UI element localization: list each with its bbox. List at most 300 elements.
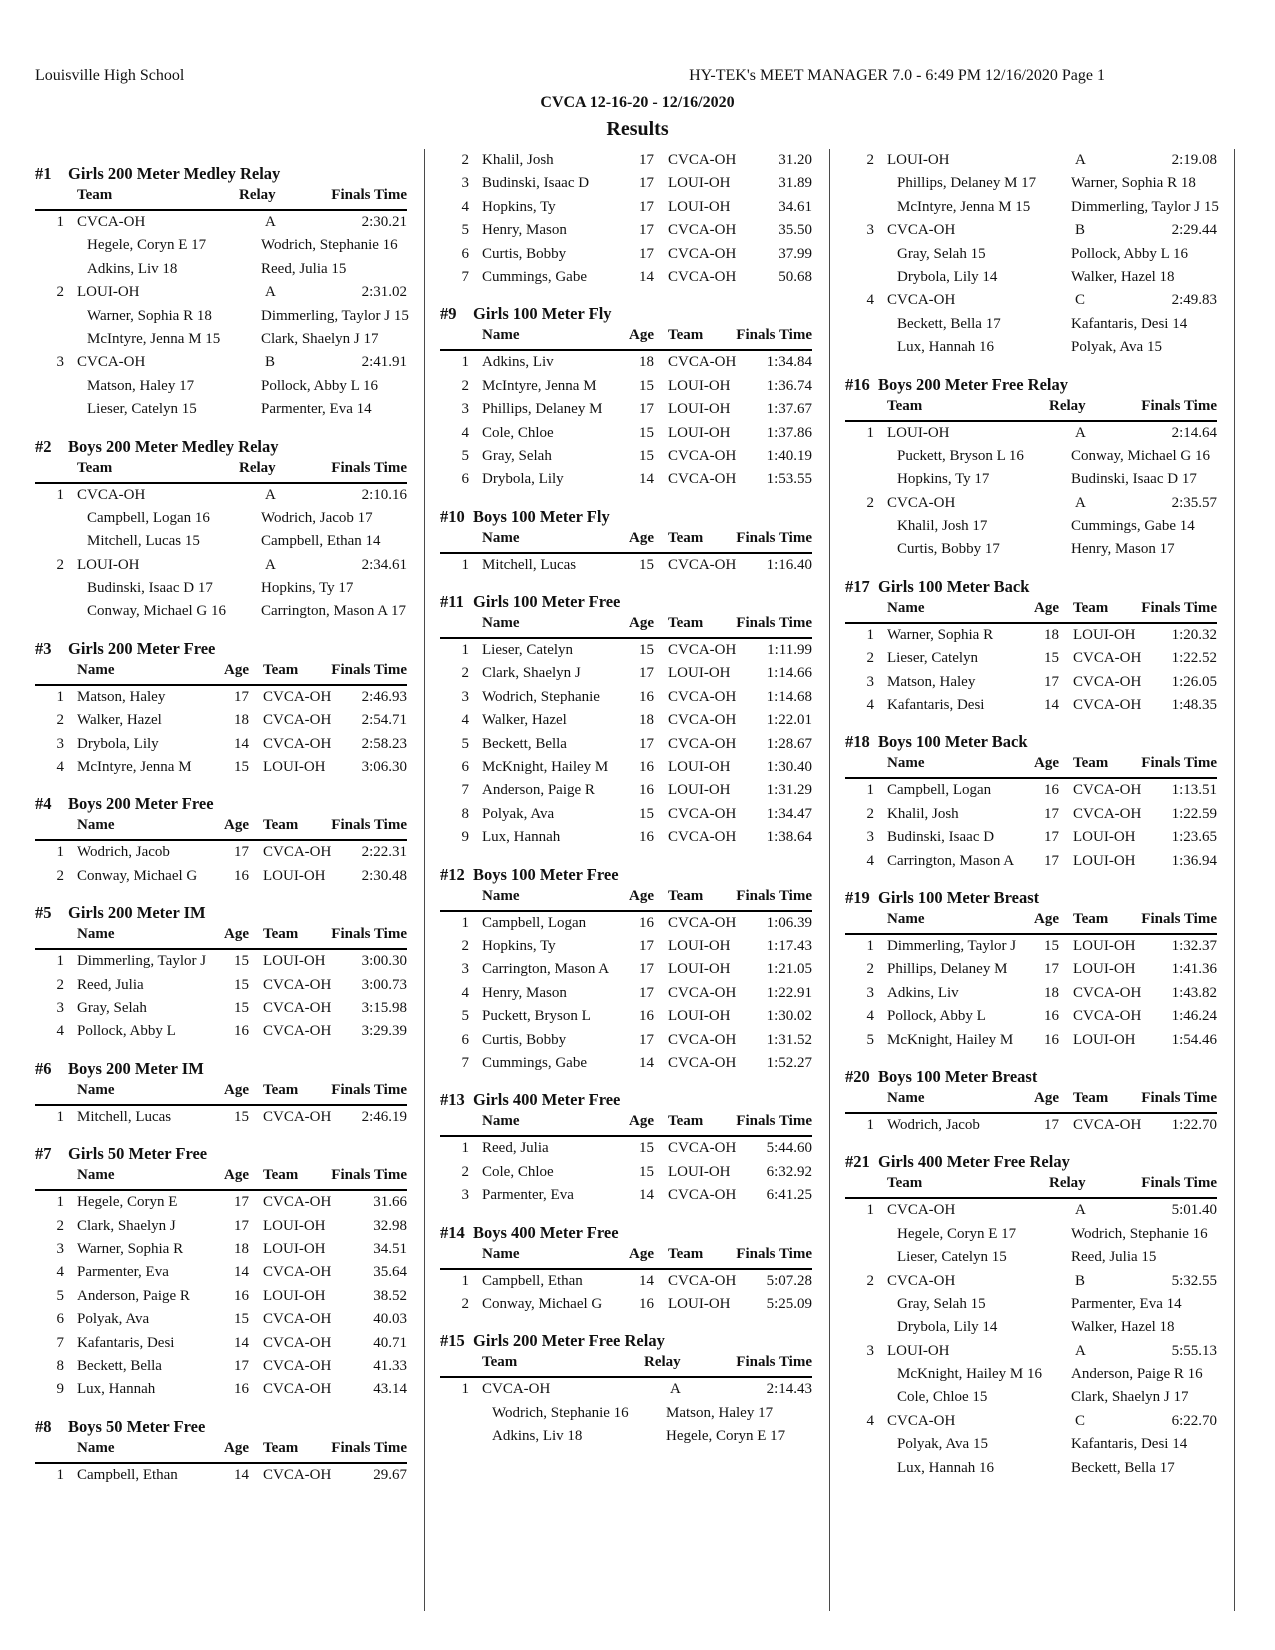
age: 16 bbox=[1044, 1008, 1059, 1025]
event-title bbox=[845, 1151, 1217, 1173]
swimmer-name: Clark, Shaelyn J 17 bbox=[1071, 1389, 1189, 1406]
result-row bbox=[35, 841, 407, 864]
age: 16 bbox=[639, 829, 654, 846]
finals-time: 29.67 bbox=[373, 1466, 407, 1483]
place: 5 bbox=[866, 1031, 874, 1048]
col-header-team: Team bbox=[482, 1354, 518, 1371]
col-header-finals-time: Finals Time bbox=[331, 1439, 407, 1456]
place: 4 bbox=[461, 198, 469, 215]
relay-letter: A bbox=[1075, 1202, 1086, 1219]
team-name: CVCA-OH bbox=[887, 222, 956, 239]
swimmer-name: Drybola, Lily bbox=[77, 735, 159, 752]
place: 3 bbox=[56, 735, 64, 752]
table-header bbox=[845, 1173, 1217, 1199]
event-number: #6 bbox=[35, 1058, 52, 1078]
age: 14 bbox=[639, 1187, 654, 1204]
finals-time: 2:14.43 bbox=[766, 1381, 812, 1398]
team: CVCA-OH bbox=[668, 805, 737, 822]
swimmer-name: Khalil, Josh 17 bbox=[897, 518, 988, 535]
swimmer-name: Wodrich, Jacob bbox=[887, 1116, 980, 1133]
place: 4 bbox=[866, 1008, 874, 1025]
finals-time: 5:07.28 bbox=[766, 1272, 812, 1289]
place: 6 bbox=[461, 1031, 469, 1048]
result-row bbox=[440, 1029, 812, 1052]
col-header-team: Team bbox=[1073, 755, 1109, 772]
age: 17 bbox=[234, 1217, 249, 1234]
team: LOUI-OH bbox=[1073, 961, 1136, 978]
col-header-relay: Relay bbox=[239, 187, 276, 203]
col-header-team: Team bbox=[668, 1245, 704, 1262]
swimmer-name: Clark, Shaelyn J bbox=[482, 665, 581, 682]
event-block bbox=[845, 576, 1217, 718]
col-header-name: Name bbox=[482, 529, 520, 546]
swimmer-name: Pollock, Abby L 16 bbox=[261, 377, 378, 394]
team: LOUI-OH bbox=[1073, 937, 1136, 954]
col-header-team: Team bbox=[263, 661, 299, 678]
place: 3 bbox=[461, 175, 469, 192]
finals-time: 2:34.61 bbox=[361, 556, 407, 573]
col-header-age: Age bbox=[629, 1113, 654, 1130]
swimmer-name: Pollock, Abby L bbox=[77, 1023, 176, 1040]
relay-letter: A bbox=[1075, 152, 1086, 168]
swimmer-name: Drybola, Lily 14 bbox=[897, 1319, 998, 1336]
event-title bbox=[440, 506, 812, 528]
results-heading: Results bbox=[606, 118, 669, 140]
place: 2 bbox=[461, 665, 469, 682]
place: 4 bbox=[56, 1023, 64, 1040]
finals-time: 1:48.35 bbox=[1171, 697, 1217, 714]
meet-title: CVCA 12-16-20 - 12/16/2020 bbox=[540, 94, 735, 111]
event-name: Boys 100 Meter Breast bbox=[878, 1066, 1038, 1086]
age: 16 bbox=[639, 1008, 654, 1025]
swimmer-name: Matson, Haley bbox=[887, 673, 976, 690]
col-header-team: Team bbox=[668, 615, 704, 632]
event-name: Boys 200 Meter Free bbox=[68, 794, 214, 814]
swimmer-name: Conway, Michael G bbox=[77, 867, 198, 884]
event-title bbox=[35, 163, 407, 185]
result-row bbox=[845, 492, 1217, 515]
team-name: CVCA-OH bbox=[77, 214, 146, 230]
team: CVCA-OH bbox=[668, 829, 737, 846]
event-block bbox=[440, 864, 812, 1076]
relay-letter: A bbox=[670, 1381, 681, 1398]
place: 1 bbox=[56, 486, 64, 503]
col-header-name: Name bbox=[77, 661, 115, 678]
event-title bbox=[845, 1066, 1217, 1088]
finals-time: 40.03 bbox=[373, 1311, 407, 1328]
event-title bbox=[440, 1089, 812, 1111]
swimmer-name: Cummings, Gabe bbox=[482, 268, 587, 285]
team: CVCA-OH bbox=[263, 999, 332, 1016]
team: CVCA-OH bbox=[263, 1194, 332, 1211]
swimmer-name: Adkins, Liv 18 bbox=[492, 1428, 583, 1445]
team: CVCA-OH bbox=[263, 1381, 332, 1398]
team: CVCA-OH bbox=[668, 354, 737, 371]
finals-time: 2:14.64 bbox=[1171, 424, 1217, 441]
result-row bbox=[440, 982, 812, 1005]
swimmer-name: Lieser, Catelyn bbox=[887, 650, 979, 667]
age: 15 bbox=[1044, 937, 1059, 954]
results-column bbox=[35, 149, 425, 1611]
finals-time: 1:30.40 bbox=[766, 759, 812, 776]
team: CVCA-OH bbox=[668, 245, 737, 262]
table-header bbox=[440, 1244, 812, 1270]
swimmer-name: Hegele, Coryn E 17 bbox=[87, 237, 207, 254]
col-header-age: Age bbox=[224, 1081, 249, 1098]
col-header-relay: Relay bbox=[644, 1354, 681, 1371]
header-meta: HY-TEK's MEET MANAGER 7.0 - 6:49 PM 12/16/2020 Page 1 bbox=[689, 67, 1105, 84]
swimmer-name: McIntyre, Jenna M bbox=[482, 377, 597, 394]
result-row bbox=[845, 289, 1217, 312]
result-row bbox=[440, 243, 812, 266]
age: 17 bbox=[1044, 1116, 1059, 1133]
result-row bbox=[35, 351, 407, 374]
swimmer-name: Parmenter, Eva bbox=[77, 1264, 169, 1281]
finals-time: 5:01.40 bbox=[1171, 1202, 1217, 1219]
col-header-age: Age bbox=[1034, 599, 1059, 616]
swimmer-name: Polyak, Ava bbox=[482, 805, 555, 822]
swimmer-name: Wodrich, Jacob 17 bbox=[261, 509, 373, 526]
relay-letter: A bbox=[265, 486, 276, 503]
relay-swimmers-row bbox=[845, 266, 1217, 289]
swimmer-name: Adkins, Liv 18 bbox=[87, 260, 178, 277]
team: CVCA-OH bbox=[263, 1466, 332, 1483]
team: CVCA-OH bbox=[1073, 984, 1142, 1001]
swimmer-name: Puckett, Bryson L bbox=[482, 1008, 591, 1025]
event-name: Girls 200 Meter Medley Relay bbox=[68, 164, 281, 183]
place: 2 bbox=[461, 937, 469, 954]
place: 5 bbox=[461, 447, 469, 464]
table-header bbox=[845, 598, 1217, 624]
swimmer-name: McKnight, Hailey M 16 bbox=[897, 1366, 1042, 1383]
team: CVCA-OH bbox=[263, 1108, 332, 1125]
team: LOUI-OH bbox=[668, 782, 731, 799]
result-row bbox=[35, 709, 407, 732]
col-header-team: Team bbox=[263, 1081, 299, 1098]
event-name: Girls 100 Meter Breast bbox=[878, 887, 1040, 907]
swimmer-name: Hopkins, Ty 17 bbox=[897, 471, 990, 488]
finals-time: 5:55.13 bbox=[1171, 1342, 1217, 1359]
finals-time: 5:25.09 bbox=[766, 1295, 812, 1312]
finals-time: 1:22.70 bbox=[1171, 1116, 1217, 1133]
result-row bbox=[35, 1238, 407, 1261]
finals-time: 31.89 bbox=[778, 175, 812, 192]
age: 14 bbox=[1044, 697, 1059, 714]
col-header-finals-time: Finals Time bbox=[736, 1354, 812, 1371]
result-row bbox=[845, 958, 1217, 981]
team-name: CVCA-OH bbox=[887, 292, 956, 309]
result-row bbox=[845, 1114, 1217, 1137]
result-row bbox=[440, 468, 812, 491]
swimmer-name: Reed, Julia bbox=[482, 1140, 549, 1157]
relay-letter: B bbox=[1075, 1272, 1086, 1289]
result-row bbox=[440, 958, 812, 981]
event-title bbox=[35, 1058, 407, 1080]
col-header-age: Age bbox=[629, 327, 654, 344]
place: 3 bbox=[866, 1342, 874, 1359]
finals-time: 2:46.19 bbox=[361, 1108, 407, 1125]
result-row bbox=[845, 1340, 1217, 1363]
col-header-age: Age bbox=[629, 529, 654, 546]
team: LOUI-OH bbox=[668, 665, 731, 682]
swimmer-name: McKnight, Hailey M bbox=[887, 1031, 1014, 1048]
age: 16 bbox=[639, 759, 654, 776]
team: CVCA-OH bbox=[668, 914, 737, 931]
age: 15 bbox=[639, 1140, 654, 1157]
team: CVCA-OH bbox=[668, 712, 737, 729]
results-column bbox=[845, 149, 1235, 1611]
finals-time: 1:26.05 bbox=[1171, 673, 1217, 690]
result-row bbox=[440, 266, 812, 289]
result-row bbox=[845, 850, 1217, 873]
team: LOUI-OH bbox=[668, 1008, 731, 1025]
swimmer-name: Cole, Chloe bbox=[482, 1163, 554, 1180]
swimmer-name: Cummings, Gabe bbox=[482, 1054, 587, 1071]
place: 4 bbox=[866, 697, 874, 714]
result-row bbox=[440, 219, 812, 242]
swimmer-name: McIntyre, Jenna M bbox=[77, 759, 192, 776]
col-header-team: Team bbox=[263, 1439, 299, 1456]
swimmer-name: Adkins, Liv bbox=[482, 354, 554, 371]
swimmer-name: Henry, Mason 17 bbox=[1071, 541, 1175, 558]
swimmer-name: Hegele, Coryn E bbox=[77, 1194, 178, 1211]
finals-time: 34.61 bbox=[778, 198, 812, 215]
swimmer-name: Kafantaris, Desi bbox=[887, 697, 985, 714]
col-header-finals-time: Finals Time bbox=[331, 926, 407, 943]
finals-time: 1:11.99 bbox=[767, 642, 812, 659]
place: 9 bbox=[461, 829, 469, 846]
swimmer-name: Beckett, Bella bbox=[77, 1357, 162, 1374]
finals-time: 1:34.84 bbox=[766, 354, 812, 371]
team: CVCA-OH bbox=[1073, 673, 1142, 690]
team: LOUI-OH bbox=[668, 401, 731, 418]
age: 17 bbox=[639, 984, 654, 1001]
age: 15 bbox=[639, 642, 654, 659]
place: 2 bbox=[461, 377, 469, 394]
swimmer-name: Campbell, Logan bbox=[887, 782, 992, 799]
event-number: #14 bbox=[440, 1222, 465, 1242]
place: 2 bbox=[866, 1272, 874, 1289]
finals-time: 1:37.67 bbox=[766, 401, 812, 418]
finals-time: 1:38.64 bbox=[766, 829, 812, 846]
team-name: CVCA-OH bbox=[77, 354, 146, 371]
swimmer-name: Anderson, Paige R bbox=[77, 1287, 190, 1304]
team: CVCA-OH bbox=[263, 688, 332, 705]
result-row bbox=[440, 149, 812, 172]
col-header-name: Name bbox=[482, 615, 520, 632]
result-row bbox=[440, 826, 812, 849]
swimmer-name: Mitchell, Lucas bbox=[77, 1108, 172, 1125]
swimmer-name: Parmenter, Eva 14 bbox=[1071, 1295, 1182, 1312]
place: 2 bbox=[461, 1163, 469, 1180]
relay-letter: C bbox=[1075, 292, 1086, 309]
swimmer-name: Polyak, Ava 15 bbox=[897, 1436, 988, 1453]
finals-time: 2:29.44 bbox=[1171, 222, 1217, 239]
age: 17 bbox=[639, 735, 654, 752]
relay-letter: C bbox=[1075, 1412, 1086, 1429]
col-header-finals-time: Finals Time bbox=[736, 615, 812, 632]
event-name: Girls 200 Meter IM bbox=[68, 903, 206, 923]
event-name: Boys 200 Meter Free Relay bbox=[878, 374, 1068, 394]
event-block bbox=[440, 1089, 812, 1207]
age: 15 bbox=[639, 556, 654, 573]
col-header-team: Team bbox=[1073, 1089, 1109, 1106]
place: 4 bbox=[866, 852, 874, 869]
age: 15 bbox=[234, 759, 249, 776]
relay-swimmers-row bbox=[35, 577, 407, 600]
result-row bbox=[845, 935, 1217, 958]
event-number: #18 bbox=[845, 732, 870, 752]
result-row bbox=[35, 1332, 407, 1355]
swimmer-name: Henry, Mason bbox=[482, 984, 567, 1001]
swimmer-name: Warner, Sophia R 18 bbox=[1071, 175, 1196, 192]
swimmer-name: Lux, Hannah bbox=[482, 829, 561, 846]
col-header-finals-time: Finals Time bbox=[331, 817, 407, 834]
place: 1 bbox=[56, 688, 64, 705]
col-header-team: Team bbox=[263, 817, 299, 834]
swimmer-name: Hopkins, Ty bbox=[482, 937, 556, 954]
finals-time: 2:49.83 bbox=[1171, 292, 1217, 309]
place: 1 bbox=[56, 953, 64, 970]
event-name: Girls 100 Meter Free bbox=[473, 592, 621, 612]
place: 1 bbox=[461, 556, 469, 573]
event-number: #2 bbox=[35, 436, 52, 456]
swimmer-name: Hopkins, Ty bbox=[482, 198, 556, 215]
finals-time: 2:58.23 bbox=[361, 735, 407, 752]
swimmer-name: Cole, Chloe 15 bbox=[897, 1389, 988, 1406]
col-header-name: Name bbox=[887, 910, 925, 927]
team: LOUI-OH bbox=[263, 1287, 326, 1304]
col-header-finals-time: Finals Time bbox=[736, 327, 812, 344]
finals-time: 6:22.70 bbox=[1171, 1412, 1217, 1429]
event-name: Boys 100 Meter Free bbox=[473, 864, 619, 884]
swimmer-name: Dimmerling, Taylor J bbox=[887, 937, 1017, 954]
col-header-finals-time: Finals Time bbox=[736, 1113, 812, 1130]
age: 17 bbox=[639, 175, 654, 192]
table-header bbox=[35, 924, 407, 950]
team: CVCA-OH bbox=[263, 976, 332, 993]
col-header-finals-time: Finals Time bbox=[331, 187, 407, 203]
age: 15 bbox=[639, 424, 654, 441]
place: 3 bbox=[461, 401, 469, 418]
place: 2 bbox=[866, 961, 874, 978]
result-row bbox=[440, 398, 812, 421]
team: LOUI-OH bbox=[668, 1163, 731, 1180]
swimmer-name: Lieser, Catelyn 15 bbox=[87, 401, 197, 418]
swimmer-name: Dimmerling, Taylor J 15 bbox=[261, 307, 409, 324]
event-block bbox=[35, 793, 407, 888]
swimmer-name: Wodrich, Stephanie 16 bbox=[492, 1404, 629, 1421]
age: 15 bbox=[639, 1163, 654, 1180]
age: 16 bbox=[1044, 782, 1059, 799]
team: LOUI-OH bbox=[668, 1295, 731, 1312]
team: LOUI-OH bbox=[1073, 829, 1136, 846]
relay-swimmers-row bbox=[845, 196, 1217, 219]
swimmer-name: Pollock, Abby L 16 bbox=[1071, 245, 1188, 262]
finals-time: 2:41.91 bbox=[361, 354, 407, 371]
col-header-team: Team bbox=[77, 187, 113, 203]
col-header-finals-time: Finals Time bbox=[331, 661, 407, 678]
place: 1 bbox=[56, 1194, 64, 1211]
col-header-finals-time: Finals Time bbox=[1141, 755, 1217, 772]
col-header-age: Age bbox=[629, 887, 654, 904]
col-header-relay: Relay bbox=[239, 459, 276, 476]
team: LOUI-OH bbox=[668, 377, 731, 394]
team-name: LOUI-OH bbox=[77, 556, 140, 573]
age: 17 bbox=[639, 401, 654, 418]
event-block bbox=[35, 436, 407, 624]
age: 16 bbox=[1044, 1031, 1059, 1048]
relay-swimmers-row bbox=[845, 1363, 1217, 1386]
event-number: #11 bbox=[440, 592, 464, 612]
place: 4 bbox=[461, 424, 469, 441]
table-header bbox=[35, 1438, 407, 1464]
finals-time: 1:14.66 bbox=[766, 665, 812, 682]
team: CVCA-OH bbox=[263, 1264, 332, 1281]
place: 1 bbox=[56, 1466, 64, 1483]
place: 3 bbox=[866, 984, 874, 1001]
swimmer-name: Dimmerling, Taylor J 15 bbox=[1071, 198, 1219, 215]
place: 4 bbox=[56, 1264, 64, 1281]
col-header-finals-time: Finals Time bbox=[736, 887, 812, 904]
place: 5 bbox=[461, 735, 469, 752]
table-header bbox=[440, 613, 812, 639]
team-name: LOUI-OH bbox=[887, 424, 950, 441]
team: LOUI-OH bbox=[668, 175, 731, 192]
team: LOUI-OH bbox=[1073, 1031, 1136, 1048]
swimmer-name: Dimmerling, Taylor J bbox=[77, 953, 207, 970]
event-number: #8 bbox=[35, 1416, 52, 1436]
age: 16 bbox=[639, 914, 654, 931]
col-header-finals-time: Finals Time bbox=[1141, 1089, 1217, 1106]
table-header bbox=[35, 660, 407, 686]
age: 14 bbox=[234, 1334, 249, 1351]
col-header-relay: Relay bbox=[1049, 397, 1086, 414]
swimmer-name: Beckett, Bella 17 bbox=[897, 315, 1001, 332]
event-block bbox=[440, 1330, 812, 1448]
age: 18 bbox=[234, 712, 249, 729]
swimmer-name: Lux, Hannah 16 bbox=[897, 1459, 995, 1476]
finals-time: 1:23.65 bbox=[1171, 829, 1217, 846]
swimmer-name: Anderson, Paige R 16 bbox=[1071, 1366, 1203, 1383]
age: 16 bbox=[639, 1295, 654, 1312]
finals-time: 1:41.36 bbox=[1171, 961, 1217, 978]
swimmer-name: Wodrich, Stephanie bbox=[482, 688, 600, 705]
relay-swimmers-row bbox=[35, 234, 407, 257]
result-row bbox=[845, 1029, 1217, 1052]
swimmer-name: Kafantaris, Desi 14 bbox=[1071, 1436, 1188, 1453]
swimmer-name: Khalil, Josh bbox=[482, 152, 554, 168]
place: 1 bbox=[461, 354, 469, 371]
team: LOUI-OH bbox=[668, 937, 731, 954]
result-row bbox=[35, 1378, 407, 1401]
relay-swimmers-row bbox=[845, 538, 1217, 561]
result-row bbox=[440, 1161, 812, 1184]
finals-time: 43.14 bbox=[373, 1381, 407, 1398]
event-title bbox=[35, 793, 407, 815]
place: 8 bbox=[461, 805, 469, 822]
age: 15 bbox=[639, 377, 654, 394]
result-row bbox=[845, 1410, 1217, 1433]
result-row bbox=[440, 803, 812, 826]
team: CVCA-OH bbox=[263, 1357, 332, 1374]
finals-time: 32.98 bbox=[373, 1217, 407, 1234]
result-row bbox=[845, 422, 1217, 445]
relay-letter: A bbox=[265, 214, 276, 230]
place: 1 bbox=[56, 214, 64, 230]
swimmer-name: Reed, Julia bbox=[77, 976, 144, 993]
event-block bbox=[440, 506, 812, 577]
